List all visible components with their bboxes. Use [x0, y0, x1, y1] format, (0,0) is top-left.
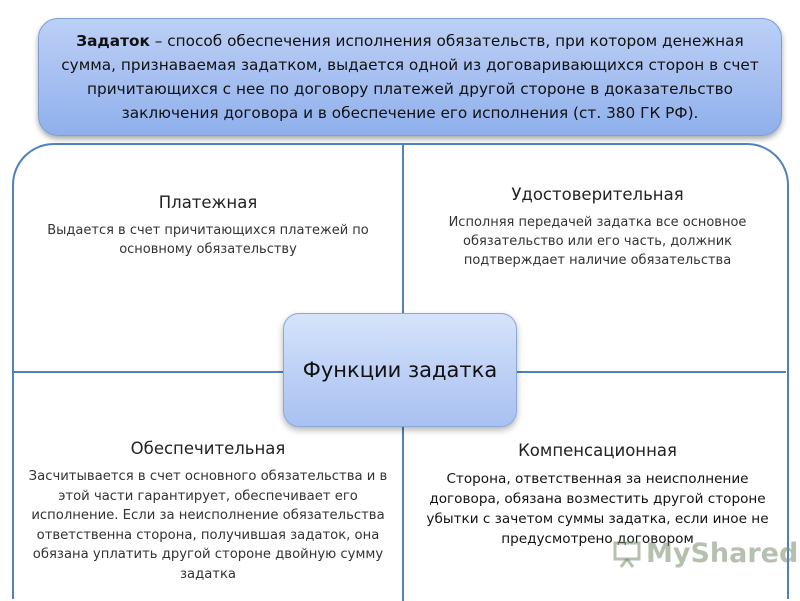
function-compensatory: [420, 441, 775, 549]
definition-term: Задаток: [76, 32, 150, 50]
function-securing: [28, 439, 388, 584]
function-title: Компенсационная: [518, 441, 677, 460]
function-title: Платежная: [158, 193, 258, 212]
function-description: Засчитывается в счет основного обязательства и в этой части гарантирует, обеспечивает его исполнение. Если за неисполнение обязательства ответственна сторона, получившая задаток, она обязана уплатить другой стороне двойную сумму задатка: [28, 469, 388, 582]
definition-text: [61, 29, 759, 125]
function-description: Сторона, ответственная за неисполнение договора, обязана возместить другой стороне убытки с зачетом суммы задатка, если иное не предусмотрено договором: [426, 471, 769, 547]
function-certifying: [420, 185, 775, 270]
function-description: Выдается в счет причитающихся платежей по основному обязательству: [47, 223, 369, 257]
definition-body: – способ обеспечения исполнения обязательств, при котором денежная сумма, признаваемая задатком, выдается одной из договаривающихся сторон в счет причитающихся с нее по договору платежей другой стороне в доказательство заключения договора и в обеспечение его исполнения (ст. 380 ГК РФ).: [61, 32, 759, 122]
watermark-text: MyShared: [646, 538, 799, 569]
function-title: Удостоверительная: [511, 185, 684, 204]
function-title: Обеспечительная: [130, 439, 286, 458]
definition-box: [38, 18, 782, 136]
center-label: Функции задатка: [302, 358, 498, 382]
center-node: [283, 313, 517, 427]
function-payment: [28, 193, 388, 259]
function-description: Исполняя передачей задатка все основное обязательство или его часть, должник подтверждает наличие обязательства: [448, 215, 747, 268]
